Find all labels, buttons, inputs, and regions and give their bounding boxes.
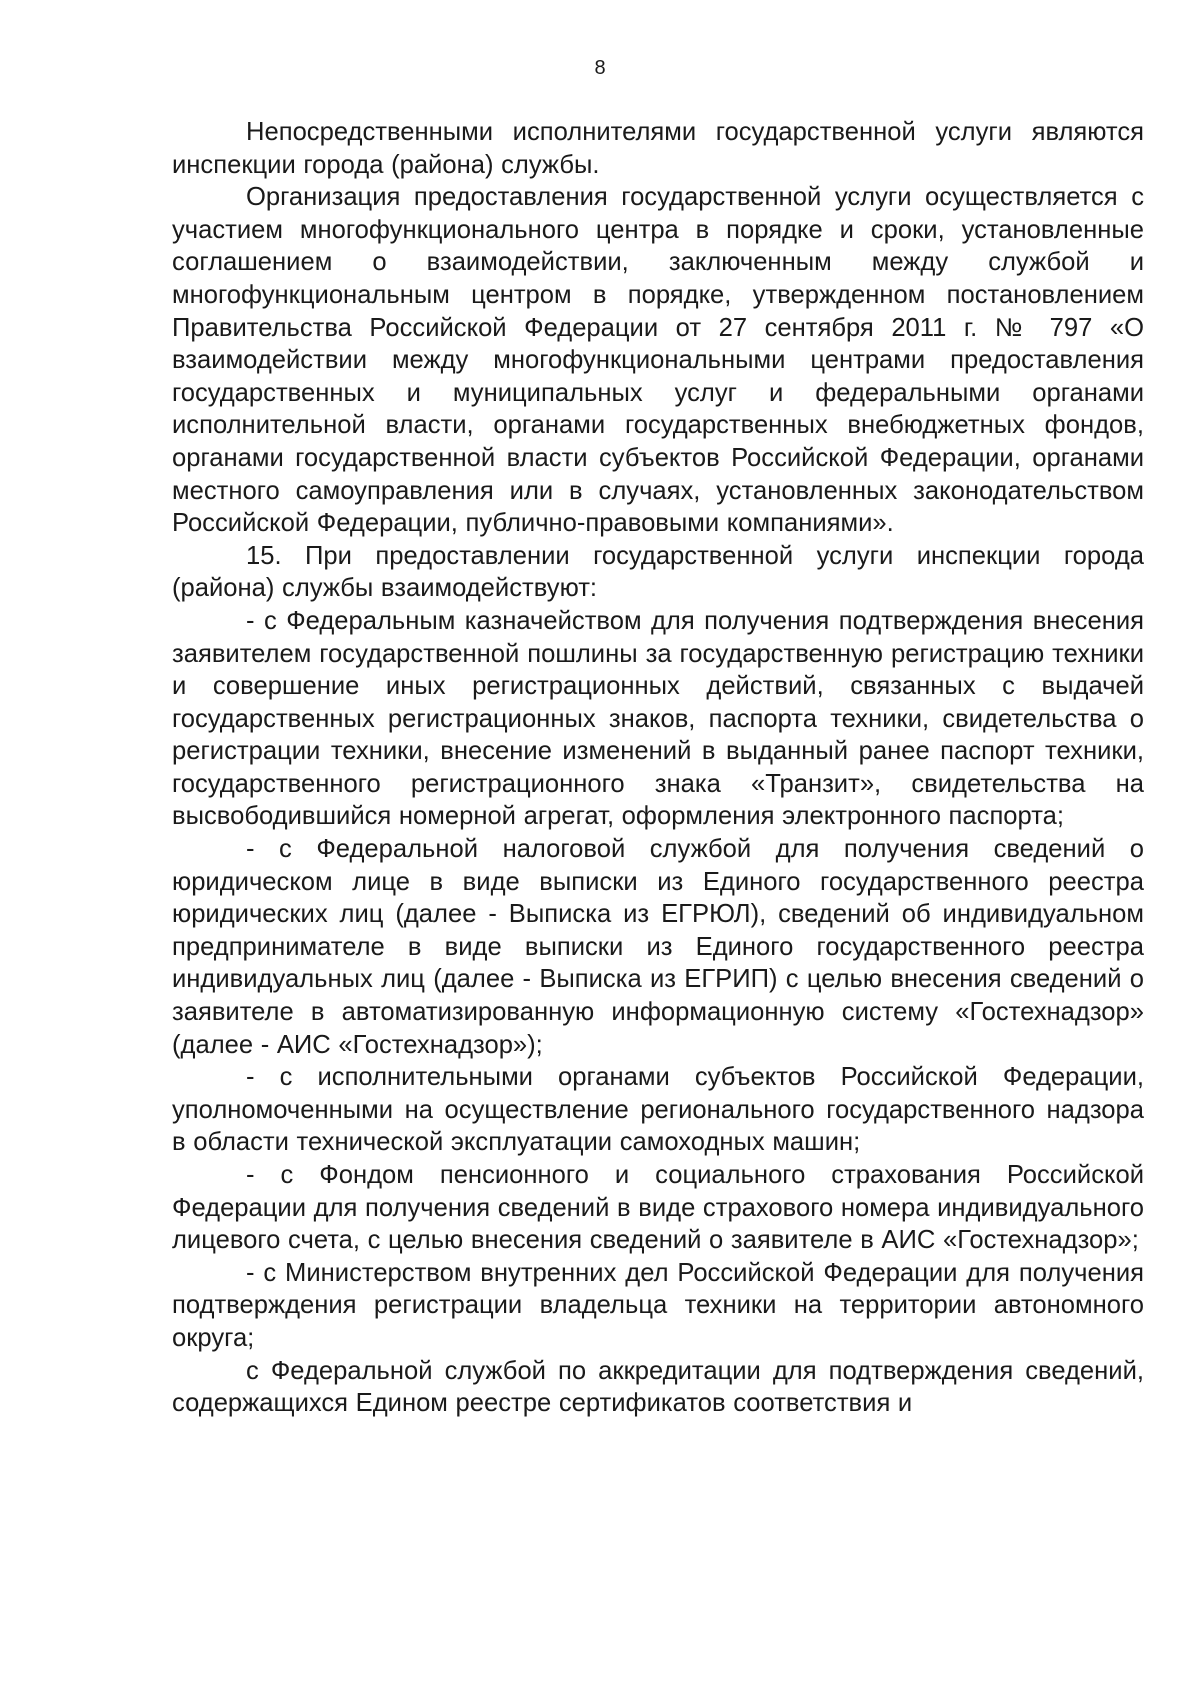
list-item-interior-ministry: - с Министерством внутренних дел Российской Федерации для получения подтверждения регистрации владельца техники на территории автономного округа; [172, 1258, 1144, 1352]
paragraph-executors: Непосредственными исполнителями государственной услуги являются инспекции города (района) службы. [172, 118, 1144, 179]
list-item-accreditation-service: с Федеральной службой по аккредитации для подтверждения сведений, содержащихся Едином реестре сертификатов соответствия и [172, 1356, 1144, 1418]
list-item-tax-service: - с Федеральной налоговой службой для получения сведений о юридическом лице в виде выписки из Единого государственного реестра юридических лиц (далее - Выписка из ЕГРЮЛ), сведений об индивидуальном предпринимателе в виде выписки из Единого государственного реестра индивидуальных лиц (далее - Выписка из ЕГРИП) с целью внесения сведений о заявителе в автоматизированную информационную систему «Гостехнадзор» (далее - АИС «Гостехнадзор»); [172, 835, 1144, 1059]
list-item-pension-fund: - с Фондом пенсионного и социального страхования Российской Федерации для получения сведений в виде страхового номера индивидуального лицевого счета, с целью внесения сведений о заявителе в АИС «Гостехнадзор»; [172, 1161, 1144, 1255]
document-body [172, 116, 1144, 1420]
page-number: 8 [594, 57, 606, 79]
paragraph-organization: Организация предоставления государственной услуги осуществляется с участием многофункционального центра в порядке и сроки, установленные соглашением о взаимодействии, заключенным между службой и многофункциональным центром в порядке, утвержденном постановлением Правительства Российской Федерации от 27 сентября 2011 г. № 797 «О взаимодействии между многофункциональными центрами предоставления государственных и муниципальных услуг и федеральными органами исполнительной власти, органами государственных внебюджетных фондов, органами государственной власти субъектов Российской Федерации, органами местного самоуправления или в случаях, установленных законодательством Российской Федерации, публично-правовыми компаниями». [172, 183, 1144, 538]
list-item-regional-bodies: - с исполнительными органами субъектов Российской Федерации, уполномоченными на осуществление регионального государственного надзора в области технической эксплуатации самоходных машин; [172, 1063, 1144, 1157]
paragraph-15-interaction: 15. При предоставлении государственной услуги инспекции города (района) службы взаимодействуют: [172, 541, 1144, 603]
list-item-treasury: - с Федеральным казначейством для получения подтверждения внесения заявителем государственной пошлины за государственную регистрацию техники и совершение иных регистрационных действий, связанных с выдачей государственных регистрационных знаков, паспорта техники, свидетельства о регистрации техники, внесение изменений в выданный ранее паспорт техники, государственного регистрационного знака «Транзит», свидетельства на высвободившийся номерной агрегат, оформления электронного паспорта; [172, 606, 1144, 831]
